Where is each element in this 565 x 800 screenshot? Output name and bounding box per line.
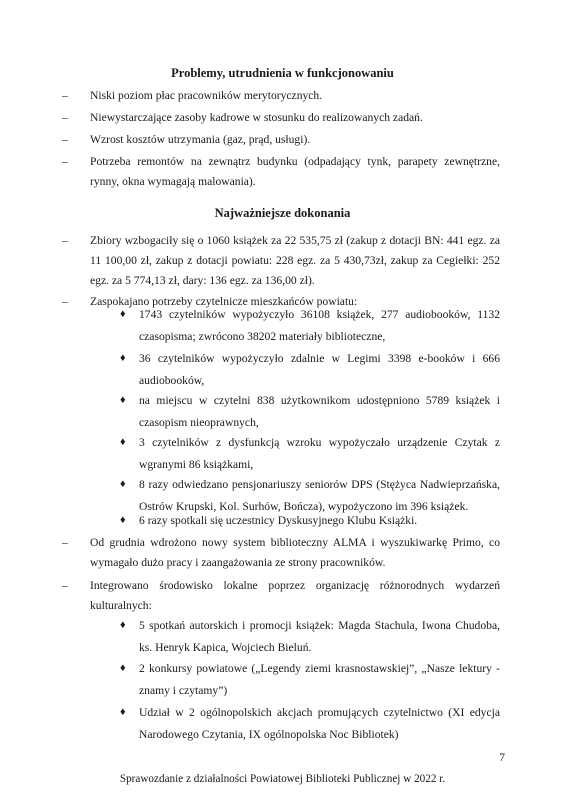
problem-item-text: Wzrost kosztów utrzymania (gaz, prąd, usługi).: [90, 133, 311, 146]
dash-marker: –: [62, 133, 68, 146]
achievement-item-text: Od grudnia wdrożono nowy system biblioteczny ALMA i wyszukiwarkę Primo, co wymagało dużo pracy i zaangażowania ze strony pracowników.: [90, 536, 500, 569]
diamond-bullet-icon: ♦: [120, 436, 126, 448]
reader-stat-2: [120, 348, 500, 391]
reader-stat-6: [120, 510, 500, 532]
bullet-text: 8 razy odwiedzano pensjonariuszy seniorów DPS (Stężyca Nadwieprzańska, Ostrów Krupski, Kol. Surhów, Bończa), wypożyczono im 396 książek.: [139, 478, 500, 513]
bullet-text: 1743 czytelników wypożyczyło 36108 książek, 277 audiobooków, 1132 czasopisma; zwrócono 38202 materiały biblioteczne,: [139, 308, 500, 343]
problem-item-4: [62, 152, 500, 192]
problem-item-2: [62, 108, 500, 128]
bullet-text: 3 czytelników z dysfunkcją wzroku wypożyczało urządzenie Czytak z wgranymi 86 książkami,: [139, 436, 500, 471]
achievement-item-text: Zaspokajano potrzeby czytelnicze mieszkańców powiatu:: [90, 295, 358, 308]
achievement-item-1: [62, 231, 500, 291]
event-item-3: [120, 702, 500, 745]
bullet-text: na miejscu w czytelni 838 użytkownikom udostępniono 5789 książek i czasopism nieoprawnych,: [139, 394, 500, 429]
problem-item-1: [62, 86, 500, 106]
reader-stat-4: [120, 432, 500, 475]
dash-marker: –: [62, 536, 68, 549]
section-heading-problems: Problemy, utrudnienia w funkcjonowaniu: [171, 66, 394, 80]
event-item-2: [120, 658, 500, 701]
dash-marker: –: [62, 579, 68, 592]
diamond-bullet-icon: ♦: [120, 352, 126, 364]
page-number: 7: [499, 752, 505, 764]
bullet-text: Udział w 2 ogólnopolskich akcjach promujących czytelnictwo (XI edycja Narodowego Czytania, IX ogólnopolska Noc Bibliotek): [139, 706, 500, 741]
diamond-bullet-icon: ♦: [120, 308, 126, 320]
dash-marker: –: [62, 295, 68, 308]
reader-stat-1: [120, 304, 500, 347]
diamond-bullet-icon: ♦: [120, 514, 126, 526]
diamond-bullet-icon: ♦: [120, 478, 126, 490]
dash-marker: –: [62, 89, 68, 102]
diamond-bullet-icon: ♦: [120, 394, 126, 406]
section-heading-achievements: Najważniejsze dokonania: [214, 206, 351, 220]
bullet-text: 5 spotkań autorskich i promocji książek: Magda Stachula, Iwona Chudoba, ks. Henryk Kapica, Wojciech Bieluń.: [139, 619, 500, 654]
reader-stat-3: [120, 390, 500, 433]
bullet-text: 2 konkursy powiatowe („Legendy ziemi krasnostawskiej”, „Nasze lektury - znamy i czytamy”): [139, 662, 500, 697]
event-item-1: [120, 615, 500, 658]
problem-item-text: Potrzeba remontów na zewnątrz budynku (odpadający tynk, parapety zewnętrzne, rynny, okna wymagają malowania).: [90, 155, 500, 188]
diamond-bullet-icon: ♦: [120, 619, 126, 631]
dash-marker: –: [62, 155, 68, 168]
bullet-text: 36 czytelników wypożyczyło zdalnie w Legimi 3398 e-booków i 666 audiobooków,: [139, 352, 500, 387]
problem-item-text: Niski poziom płac pracowników merytorycznych.: [90, 89, 323, 102]
problem-item-text: Niewystarczające zasoby kadrowe w stosunku do realizowanych zadań.: [90, 111, 423, 124]
dash-marker: –: [62, 111, 68, 124]
dash-marker: –: [62, 234, 68, 247]
diamond-bullet-icon: ♦: [120, 706, 126, 718]
achievement-item-text: Zbiory wzbogaciły się o 1060 książek za 22 535,75 zł (zakup z dotacji BN: 441 egz. za 11 100,00 zł, zakup z dotacji powiatu: 228 egz. za 5 430,73zł, zakup za Cegiełki: 252 egz. za 5 774,13 zł, dary: 136 egz. za 136,00 zł).: [90, 234, 500, 287]
page-footer: Sprawozdanie z działalności Powiatowej Biblioteki Publicznej w 2022 r.: [119, 773, 446, 785]
problem-item-3: [62, 130, 500, 150]
achievement-item-text: Integrowano środowisko lokalne poprzez organizację różnorodnych wydarzeń kulturalnych:: [90, 579, 500, 612]
diamond-bullet-icon: ♦: [120, 662, 126, 674]
bullet-text: 6 razy spotkali się uczestnicy Dyskusyjnego Klubu Książki.: [139, 514, 418, 527]
achievement-item-4: [62, 576, 500, 616]
achievement-item-3: [62, 533, 500, 573]
